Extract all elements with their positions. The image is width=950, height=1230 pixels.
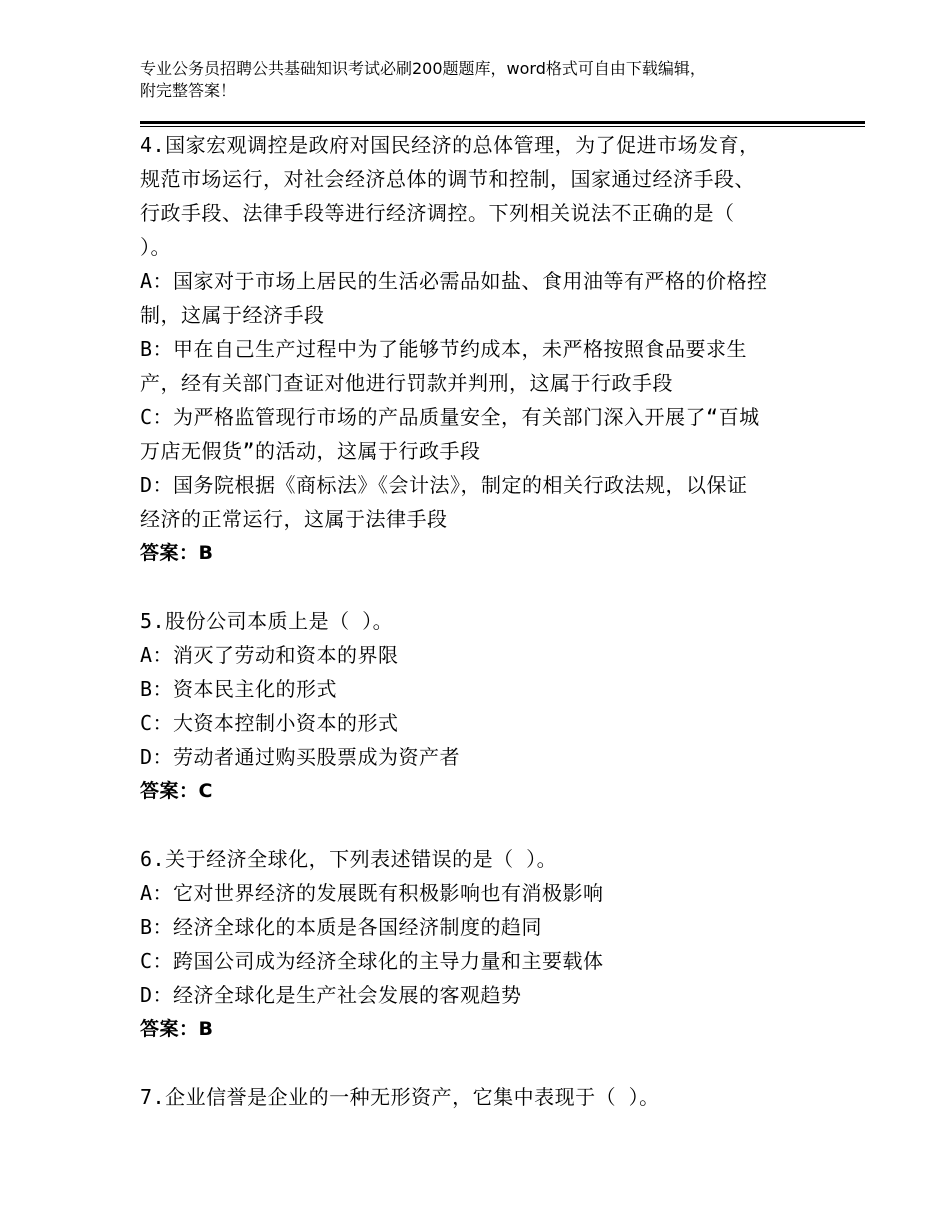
option-a: A：它对世界经济的发展既有积极影响也有消极影响 xyxy=(140,881,604,905)
option-line: D：国务院根据《商标法》《会计法》，制定的相关行政法规，以保证 xyxy=(140,473,748,497)
option-b: B：资本民主化的形式 xyxy=(140,677,338,701)
question-stem-line: 7.企业信誉是企业的一种无形资产，它集中表现于（ ）。 xyxy=(140,1085,660,1109)
option-line: 制，这属于经济手段 xyxy=(140,303,325,327)
option-line: 经济的正常运行，这属于法律手段 xyxy=(140,507,448,531)
option-d: D：经济全球化是生产社会发展的客观趋势 xyxy=(140,983,522,1007)
option-line: A：国家对于市场上居民的生活必需品如盐、食用油等有严格的价格控 xyxy=(140,269,768,293)
header-rule-thick xyxy=(140,121,865,124)
question-6 xyxy=(140,842,820,1046)
option-line: B：甲在自己生产过程中为了能够节约成本，未严格按照食品要求生 xyxy=(140,337,748,361)
question-7 xyxy=(140,1080,820,1114)
question-stem-line: 6.关于经济全球化，下列表述错误的是（ ）。 xyxy=(140,847,558,871)
page-header xyxy=(140,58,840,102)
header-rule-thin xyxy=(140,126,865,127)
option-c: C：大资本控制小资本的形式 xyxy=(140,711,399,735)
answer-label: 答案：B xyxy=(140,1018,214,1040)
spacer xyxy=(140,808,820,842)
option-b xyxy=(140,332,820,400)
question-4 xyxy=(140,128,820,570)
option-line: C：为严格监管现行市场的产品质量安全，有关部门深入开展了“百城 xyxy=(140,405,760,429)
header-line-1: 专业公务员招聘公共基础知识考试必刷200题题库，word格式可自由下载编辑， xyxy=(140,59,706,78)
question-5 xyxy=(140,604,820,808)
question-list xyxy=(140,128,820,1114)
option-a: A：消灭了劳动和资本的界限 xyxy=(140,643,399,667)
question-stem-line: 4.国家宏观调控是政府对国民经济的总体管理，为了促进市场发育， xyxy=(140,133,760,157)
option-c xyxy=(140,400,820,468)
option-line: 万店无假货”的活动，这属于行政手段 xyxy=(140,439,481,463)
answer-label: 答案：B xyxy=(140,542,214,564)
answer-label: 答案：C xyxy=(140,780,213,802)
option-a xyxy=(140,264,820,332)
question-stem-line: 5.股份公司本质上是（ ）。 xyxy=(140,609,394,633)
option-line: 产，经有关部门查证对他进行罚款并判刑，这属于行政手段 xyxy=(140,371,673,395)
option-b: B：经济全球化的本质是各国经济制度的趋同 xyxy=(140,915,543,939)
question-stem-line: 行政手段、法律手段等进行经济调控。下列相关说法不正确的是（ xyxy=(140,201,735,225)
option-d: D：劳动者通过购买股票成为资产者 xyxy=(140,745,461,769)
spacer xyxy=(140,1046,820,1080)
option-d xyxy=(140,468,820,536)
header-line-2: 附完整答案！ xyxy=(140,81,237,100)
question-stem-line: ）。 xyxy=(140,235,171,259)
question-stem-line: 规范市场运行，对社会经济总体的调节和控制，国家通过经济手段、 xyxy=(140,167,755,191)
spacer xyxy=(140,570,820,604)
option-c: C：跨国公司成为经济全球化的主导力量和主要载体 xyxy=(140,949,604,973)
